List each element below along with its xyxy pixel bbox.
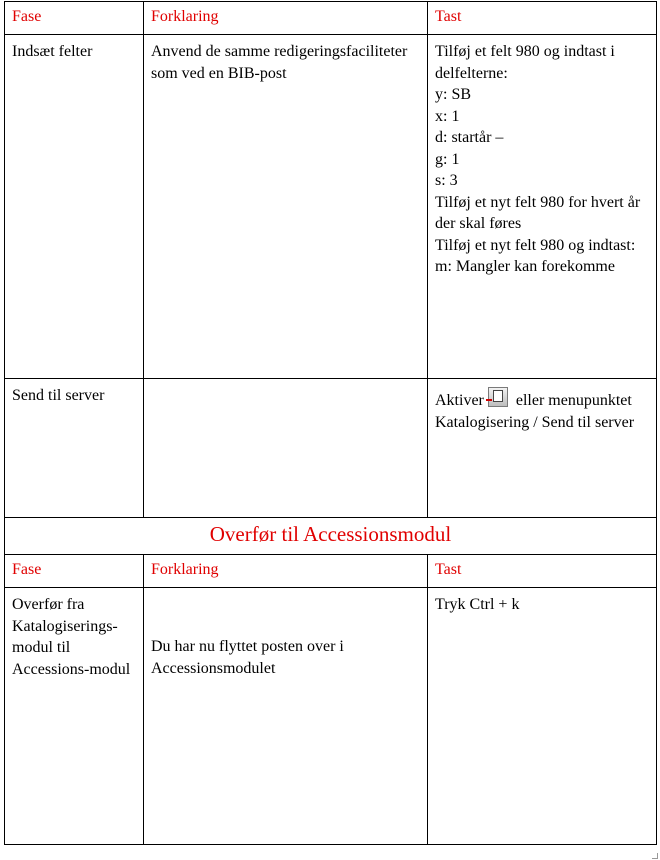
document-page	[4, 1, 656, 845]
tast-line: g: 1	[435, 150, 460, 168]
tast-line: y: SB	[435, 86, 472, 103]
tast-cell	[428, 35, 657, 379]
tast-line: Tilføj et nyt felt 980 for hvert år der skal føres	[435, 193, 641, 232]
section-title: Overfør til Accessionsmodul	[5, 518, 657, 555]
tast-cell: Tryk Ctrl + k	[428, 588, 657, 845]
forklaring-cell	[144, 379, 428, 518]
tast-line: s: 3	[435, 172, 458, 189]
procedure-table	[4, 1, 657, 845]
table-row	[5, 588, 657, 845]
header-forklaring: Forklaring	[144, 2, 428, 35]
tast-line: Tilføj et nyt felt 980 og indtast:	[435, 236, 636, 254]
tast-line: m: Mangler kan forekomme	[435, 258, 615, 275]
forklaring-cell	[144, 588, 428, 845]
table-row	[5, 379, 657, 518]
tast-line: d: startår –	[435, 129, 504, 146]
section-title-row	[5, 518, 657, 555]
header-tast: Tast	[428, 555, 657, 588]
page-corner-mark	[652, 853, 658, 859]
header-row	[5, 2, 657, 35]
table-row	[5, 35, 657, 379]
send-to-server-icon	[488, 387, 508, 407]
forklaring-text: Du har nu flyttet posten over i Accessionsmodulet	[151, 638, 344, 677]
tast-cell	[428, 379, 657, 518]
fase-cell: Send til server	[5, 379, 144, 518]
header-forklaring: Forklaring	[144, 555, 428, 588]
tast-line: Tilføj et felt 980 og indtast i delfelterne:	[435, 43, 615, 82]
tast-prefix: Aktiver	[435, 392, 484, 409]
tast-suffix: eller menupunktet Katalogisering / Send til server	[435, 392, 635, 431]
tast-line: x: 1	[435, 107, 460, 125]
header-fase: Fase	[5, 555, 144, 588]
header-fase: Fase	[5, 2, 144, 35]
header-tast: Tast	[428, 2, 657, 35]
spacer	[151, 594, 421, 636]
fase-cell: Indsæt felter	[5, 35, 144, 379]
forklaring-cell: Anvend de samme redigeringsfaciliteter som ved en BIB-post	[144, 35, 428, 379]
header-row	[5, 555, 657, 588]
fase-cell: Overfør fra Katalogiserings-modul til Accessions-modul	[5, 588, 144, 845]
